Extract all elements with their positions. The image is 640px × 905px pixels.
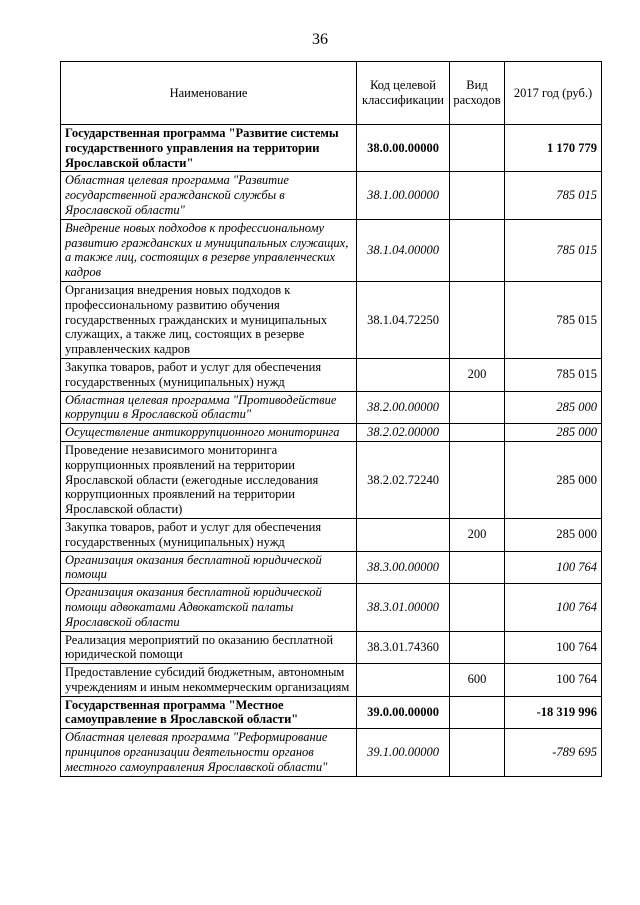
row-name: Реализация мероприятий по оказанию бесплатной юридической помощи [61, 631, 357, 664]
header-name: Наименование [61, 62, 357, 125]
row-expense-type: 200 [450, 358, 505, 391]
row-name: Проведение независимого мониторинга коррупционных проявлений на территории Ярославской области (ежегодные исследования коррупционных проявлений на территории Ярославской области) [61, 441, 357, 518]
row-name: Закупка товаров, работ и услуг для обеспечения государственных (муниципальных) нужд [61, 518, 357, 551]
table-row [61, 729, 602, 776]
row-code [357, 664, 450, 697]
row-sum: 285 000 [505, 391, 602, 424]
row-name: Внедрение новых подходов к профессиональному развитию гражданских и муниципальных служащих, а также лиц, состоящих в резерве управленческих кадров [61, 219, 357, 281]
row-name: Организация оказания бесплатной юридической помощи адвокатами Адвокатской палаты Ярославской области [61, 584, 357, 631]
row-expense-type: 200 [450, 518, 505, 551]
row-expense-type [450, 696, 505, 729]
row-name: Организация внедрения новых подходов к профессиональному развитию обучения государственных гражданских и муниципальных служащих, а также лиц, состоящих в резерве управленческих кадров [61, 281, 357, 358]
table-row [61, 441, 602, 518]
row-expense-type [450, 424, 505, 442]
row-sum: 100 764 [505, 664, 602, 697]
row-code: 38.3.01.74360 [357, 631, 450, 664]
row-expense-type [450, 441, 505, 518]
table-body [61, 125, 602, 777]
row-expense-type [450, 281, 505, 358]
header-code: Код целевой классификации [357, 62, 450, 125]
header-sum: 2017 год (руб.) [505, 62, 602, 125]
row-code [357, 518, 450, 551]
header-expense-type: Вид расходов [450, 62, 505, 125]
row-sum: 1 170 779 [505, 125, 602, 172]
row-expense-type [450, 172, 505, 219]
table-row [61, 125, 602, 172]
row-code: 38.0.00.00000 [357, 125, 450, 172]
table-row [61, 518, 602, 551]
page-number: 36 [312, 31, 328, 48]
table-row [61, 358, 602, 391]
row-name: Областная целевая программа "Реформирование принципов организации деятельности органов местного самоуправления Ярославской области" [61, 729, 357, 776]
row-name: Областная целевая программа "Развитие государственной гражданской службы в Ярославской области" [61, 172, 357, 219]
row-code: 38.1.00.00000 [357, 172, 450, 219]
row-expense-type [450, 729, 505, 776]
row-code: 38.2.02.00000 [357, 424, 450, 442]
table-row [61, 424, 602, 442]
row-expense-type [450, 219, 505, 281]
row-sum: 785 015 [505, 358, 602, 391]
row-sum: 100 764 [505, 631, 602, 664]
row-expense-type [450, 391, 505, 424]
row-sum: 785 015 [505, 172, 602, 219]
row-sum: 100 764 [505, 584, 602, 631]
row-expense-type [450, 631, 505, 664]
row-sum: 285 000 [505, 441, 602, 518]
row-code: 39.1.00.00000 [357, 729, 450, 776]
row-sum: 285 000 [505, 518, 602, 551]
row-sum: 100 764 [505, 551, 602, 584]
row-name: Организация оказания бесплатной юридической помощи [61, 551, 357, 584]
row-expense-type [450, 584, 505, 631]
row-sum: 285 000 [505, 424, 602, 442]
table-row [61, 696, 602, 729]
row-expense-type: 600 [450, 664, 505, 697]
table-row [61, 631, 602, 664]
row-name: Государственная программа "Местное самоуправление в Ярославской области" [61, 696, 357, 729]
table-row [61, 664, 602, 697]
row-sum: 785 015 [505, 281, 602, 358]
row-code: 38.2.02.72240 [357, 441, 450, 518]
row-code [357, 358, 450, 391]
row-name: Осуществление антикоррупционного мониторинга [61, 424, 357, 442]
row-name: Государственная программа "Развитие системы государственного управления на территории Ярославской области" [61, 125, 357, 172]
table-row [61, 551, 602, 584]
row-sum: 785 015 [505, 219, 602, 281]
table-row [61, 281, 602, 358]
table-row [61, 172, 602, 219]
table-header-row [61, 62, 602, 125]
table-row [61, 584, 602, 631]
row-code: 38.3.00.00000 [357, 551, 450, 584]
row-expense-type [450, 125, 505, 172]
table-row [61, 219, 602, 281]
row-code: 38.2.00.00000 [357, 391, 450, 424]
row-name: Областная целевая программа "Противодействие коррупции в Ярославской области" [61, 391, 357, 424]
row-code: 38.1.04.72250 [357, 281, 450, 358]
row-code: 38.1.04.00000 [357, 219, 450, 281]
row-name: Закупка товаров, работ и услуг для обеспечения государственных (муниципальных) нужд [61, 358, 357, 391]
row-sum: -789 695 [505, 729, 602, 776]
budget-table [60, 61, 602, 777]
table-row [61, 391, 602, 424]
row-code: 39.0.00.00000 [357, 696, 450, 729]
row-code: 38.3.01.00000 [357, 584, 450, 631]
row-expense-type [450, 551, 505, 584]
row-sum: -18 319 996 [505, 696, 602, 729]
row-name: Предоставление субсидий бюджетным, автономным учреждениям и иным некоммерческим организациям [61, 664, 357, 697]
